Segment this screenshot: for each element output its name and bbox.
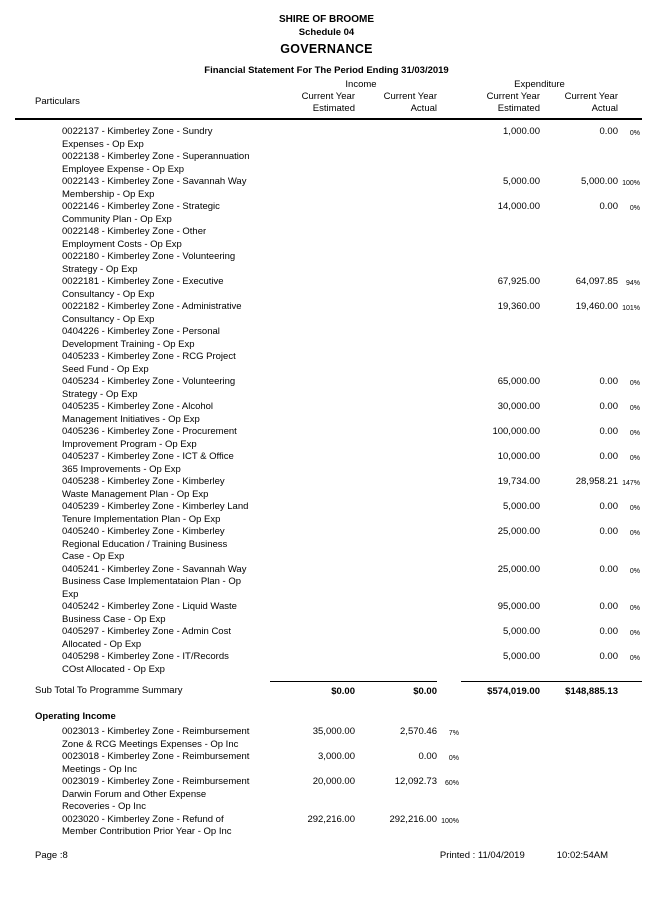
income-percent-cell bbox=[437, 151, 461, 153]
expenditure-actual-cell: 0.00 bbox=[599, 651, 618, 662]
expenditure-estimated-cell: 65,000.00 bbox=[497, 376, 540, 387]
income-actual-cell: 2,570.46 bbox=[400, 726, 437, 737]
subtotal-expenditure-rule bbox=[461, 681, 642, 699]
expenditure-percent-cell: 0% bbox=[629, 505, 640, 512]
header-line: Current Year bbox=[486, 91, 540, 102]
income-percent-cell bbox=[437, 426, 461, 428]
income-actual-cell: 0.00 bbox=[418, 751, 437, 762]
particulars-cell: 0405233 - Kimberley Zone - RCG Project Seed Fund - Op Exp bbox=[62, 351, 236, 375]
table-row bbox=[35, 301, 642, 326]
income-percent-cell: 7% bbox=[448, 730, 459, 737]
expenditure-percent-cell: 0% bbox=[629, 405, 640, 412]
income-percent-cell bbox=[437, 626, 461, 628]
income-estimated-cell: 35,000.00 bbox=[312, 726, 355, 737]
printed-time: 10:02:54AM bbox=[556, 850, 608, 861]
particulars-cell: 0405237 - Kimberley Zone - ICT & Office 365 Improvements - Op Exp bbox=[62, 451, 234, 475]
expenditure-actual-cell: 0.00 bbox=[599, 401, 618, 412]
income-estimated-cell: 292,216.00 bbox=[307, 813, 355, 825]
expenditure-percent-cell bbox=[618, 226, 642, 228]
expenditure-group-header: Expenditure bbox=[514, 79, 565, 90]
income-percent-cell: 100% bbox=[441, 817, 459, 825]
particulars-cell: 0022148 - Kimberley Zone - Other Employment Costs - Op Exp bbox=[62, 226, 207, 250]
income-percent-cell bbox=[437, 301, 461, 303]
table-row bbox=[35, 276, 642, 301]
income-percent-cell bbox=[437, 126, 461, 128]
expenditure-actual-cell: 0.00 bbox=[599, 451, 618, 462]
income-percent-cell bbox=[437, 176, 461, 178]
expenditure-percent-cell: 0% bbox=[629, 630, 640, 637]
income-actual-header bbox=[355, 91, 437, 115]
expenditure-actual-cell: 0.00 bbox=[599, 563, 618, 575]
particulars-cell: 0405234 - Kimberley Zone - Volunteering Strategy - Op Exp bbox=[62, 376, 236, 400]
particulars-cell: 0404226 - Kimberley Zone - Personal Development Training - Op Exp bbox=[62, 326, 220, 350]
particulars-cell: 0405241 - Kimberley Zone - Savannah Way Business Case Implementataion Plan - Op Exp bbox=[62, 563, 247, 600]
column-header-row bbox=[35, 91, 642, 115]
income-percent-cell bbox=[437, 476, 461, 478]
expenditure-percent-cell: 147% bbox=[622, 480, 640, 487]
expenditure-actual-cell: 0.00 bbox=[599, 601, 618, 612]
income-percent-cell bbox=[437, 226, 461, 228]
subtotal-income-estimated: $0.00 bbox=[331, 686, 355, 697]
schedule-title: Schedule 04 bbox=[298, 27, 355, 38]
expenditure-estimated-cell: 19,734.00 bbox=[497, 476, 540, 487]
expenditure-estimated-cell: 5,000.00 bbox=[503, 626, 540, 637]
expenditure-percent-cell bbox=[618, 251, 642, 253]
table-row bbox=[35, 401, 642, 426]
expenditure-percent-cell: 0% bbox=[629, 205, 640, 212]
expenditure-percent-cell: 0% bbox=[629, 655, 640, 662]
table-row bbox=[35, 651, 642, 676]
section-header: Operating Income bbox=[35, 710, 116, 722]
expenditure-estimated-cell: 14,000.00 bbox=[497, 201, 540, 212]
printed-date: Printed : 11/04/2019 bbox=[439, 850, 525, 861]
header-line: Actual bbox=[410, 103, 437, 114]
income-percent-cell bbox=[437, 526, 461, 528]
organisation-title: SHIRE OF BROOME bbox=[278, 14, 374, 25]
expenditure-percent-cell bbox=[618, 151, 642, 153]
particulars-cell: 0405236 - Kimberley Zone - Procurement Improvement Program - Op Exp bbox=[62, 426, 237, 450]
income-estimated-cell: 3,000.00 bbox=[318, 751, 355, 762]
income-percent-cell bbox=[437, 451, 461, 453]
table-row bbox=[35, 501, 642, 526]
expenditure-estimated-header bbox=[461, 91, 540, 115]
expenditure-actual-cell: 19,460.00 bbox=[575, 301, 618, 312]
table-row bbox=[35, 476, 642, 501]
header-line: Actual bbox=[591, 103, 618, 114]
document-header bbox=[0, 0, 653, 77]
income-percent-cell bbox=[437, 401, 461, 403]
table-row bbox=[35, 326, 642, 351]
printed-info bbox=[440, 850, 608, 862]
table-row bbox=[35, 251, 642, 276]
table-row bbox=[35, 376, 642, 401]
page-footer bbox=[35, 850, 608, 862]
page-number: Page :8 bbox=[35, 850, 68, 861]
income-percent-cell bbox=[437, 651, 461, 653]
expenditure-actual-cell: 0.00 bbox=[599, 126, 618, 137]
income-percent-cell bbox=[437, 376, 461, 378]
table-row bbox=[35, 564, 642, 602]
subtotal-income-rule bbox=[270, 681, 437, 699]
table-row bbox=[35, 201, 642, 226]
subtotal-income-actual: $0.00 bbox=[413, 686, 437, 697]
expenditure-percent-cell bbox=[618, 751, 642, 753]
table-row bbox=[35, 451, 642, 476]
expenditure-actual-header bbox=[540, 91, 618, 115]
particulars-cell: 0405240 - Kimberley Zone - Kimberley Regional Education / Training Business Case - Op Exp bbox=[62, 526, 228, 562]
expenditure-estimated-cell: 100,000.00 bbox=[492, 426, 540, 437]
subtotal-row bbox=[35, 681, 642, 699]
table-row bbox=[35, 151, 642, 176]
expenditure-percent-cell: 101% bbox=[622, 305, 640, 312]
expenditure-percent-cell: 0% bbox=[629, 455, 640, 462]
income-percent-cell bbox=[437, 276, 461, 278]
expenditure-percent-cell: 0% bbox=[629, 567, 640, 575]
statement-subtitle: Financial Statement For The Period Ending 31/03/2019 bbox=[204, 65, 449, 76]
expenditure-estimated-cell: 10,000.00 bbox=[497, 451, 540, 462]
expenditure-estimated-cell: 5,000.00 bbox=[503, 176, 540, 187]
income-percent-cell bbox=[437, 601, 461, 603]
expenditure-percent-cell bbox=[618, 726, 642, 728]
expenditure-actual-cell: 0.00 bbox=[599, 626, 618, 637]
expenditure-percent-cell: 0% bbox=[629, 430, 640, 437]
income-percent-cell bbox=[437, 326, 461, 328]
subtotal-label: Sub Total To Programme Summary bbox=[35, 685, 183, 696]
particulars-cell: 0023013 - Kimberley Zone - Reimbursement Zone & RCG Meetings Expenses - Op Inc bbox=[62, 726, 250, 750]
income-percent-cell: 0% bbox=[448, 755, 459, 762]
expenditure-percent-cell: 94% bbox=[625, 280, 640, 287]
expenditure-percent-cell: 0% bbox=[629, 605, 640, 612]
column-group-header-row bbox=[35, 79, 642, 91]
expenditure-estimated-cell: 19,360.00 bbox=[497, 301, 540, 312]
expenditure-actual-cell: 0.00 bbox=[599, 201, 618, 212]
group-spacer bbox=[437, 79, 461, 91]
expenditure-estimated-cell: 1,000.00 bbox=[503, 126, 540, 137]
particulars-cell: 0022181 - Kimberley Zone - Executive Consultancy - Op Exp bbox=[62, 276, 224, 300]
expenditure-estimated-cell: 5,000.00 bbox=[503, 651, 540, 662]
expenditure-actual-cell: 0.00 bbox=[599, 426, 618, 437]
expenditure-actual-cell: 5,000.00 bbox=[581, 176, 618, 187]
programme-title: GOVERNANCE bbox=[280, 42, 373, 56]
income-estimated-cell: 20,000.00 bbox=[312, 776, 355, 787]
expenditure-percent-cell: 0% bbox=[629, 530, 640, 537]
expenditure-estimated-cell: 25,000.00 bbox=[497, 526, 540, 537]
particulars-cell: 0022137 - Kimberley Zone - Sundry Expenses - Op Exp bbox=[62, 126, 213, 150]
particulars-cell: 0022182 - Kimberley Zone - Administrative Consultancy - Op Exp bbox=[62, 301, 242, 325]
header-line: Current Year bbox=[301, 91, 355, 102]
particulars-cell: 0022143 - Kimberley Zone - Savannah Way Membership - Op Exp bbox=[62, 176, 247, 200]
particulars-cell: 0405298 - Kimberley Zone - IT/Records COst Allocated - Op Exp bbox=[62, 651, 229, 675]
expenditure-percent-cell bbox=[618, 326, 642, 328]
expenditure-percent-cell: 0% bbox=[629, 380, 640, 387]
table-row bbox=[35, 226, 642, 251]
subtotal-expenditure-actual: $148,885.13 bbox=[565, 686, 618, 697]
table-row bbox=[35, 726, 642, 751]
income-estimated-header bbox=[285, 91, 355, 115]
table-row bbox=[35, 126, 642, 151]
table-row bbox=[35, 176, 642, 201]
expenditure-estimated-cell: 25,000.00 bbox=[497, 563, 540, 575]
table-row bbox=[35, 814, 642, 839]
expenditure-percent-cell bbox=[618, 776, 642, 778]
income-actual-cell: 292,216.00 bbox=[389, 813, 437, 825]
table-row bbox=[35, 351, 642, 376]
financial-table bbox=[35, 79, 642, 839]
expenditure-estimated-cell: 5,000.00 bbox=[503, 501, 540, 512]
expenditure-estimated-cell: 67,925.00 bbox=[497, 276, 540, 287]
table-row bbox=[35, 626, 642, 651]
expenditure-percent-cell bbox=[618, 814, 642, 816]
particulars-cell: 0022138 - Kimberley Zone - Superannuation Employee Expense - Op Exp bbox=[62, 151, 250, 175]
income-percent-cell: 60% bbox=[444, 780, 459, 787]
table-row bbox=[35, 526, 642, 564]
income-percent-cell bbox=[437, 251, 461, 253]
header-line: Current Year bbox=[564, 91, 618, 102]
table-row bbox=[35, 426, 642, 451]
particulars-header: Particulars bbox=[35, 96, 80, 107]
expenditure-percent-cell bbox=[618, 351, 642, 353]
table-rows bbox=[35, 120, 642, 839]
income-percent-cell bbox=[437, 201, 461, 203]
percent-column-spacer bbox=[618, 686, 642, 699]
table-row bbox=[35, 601, 642, 626]
expenditure-actual-cell: 28,958.21 bbox=[575, 476, 618, 487]
particulars-cell: 0023019 - Kimberley Zone - Reimbursement Darwin Forum and Other Expense Recoveries - Op Inc bbox=[62, 776, 250, 812]
expenditure-estimated-cell: 30,000.00 bbox=[497, 401, 540, 412]
expenditure-actual-cell: 0.00 bbox=[599, 376, 618, 387]
table-row bbox=[35, 751, 642, 776]
particulars-cell: 0023018 - Kimberley Zone - Reimbursement Meetings - Op Inc bbox=[62, 751, 250, 775]
particulars-cell: 0023020 - Kimberley Zone - Refund of Member Contribution Prior Year - Op Inc bbox=[62, 813, 232, 837]
header-line: Estimated bbox=[497, 103, 540, 114]
income-actual-cell: 12,092.73 bbox=[394, 776, 437, 787]
income-percent-cell bbox=[437, 501, 461, 503]
table-row bbox=[35, 776, 642, 814]
particulars-cell: 0022146 - Kimberley Zone - Strategic Community Plan - Op Exp bbox=[62, 201, 220, 225]
expenditure-estimated-cell: 95,000.00 bbox=[497, 601, 540, 612]
income-group-header: Income bbox=[345, 79, 377, 90]
header-line: Current Year bbox=[383, 91, 437, 102]
expenditure-actual-cell: 0.00 bbox=[599, 526, 618, 537]
expenditure-actual-cell: 0.00 bbox=[599, 501, 618, 512]
income-percent-cell bbox=[437, 351, 461, 353]
particulars-cell: 0022180 - Kimberley Zone - Volunteering Strategy - Op Exp bbox=[62, 251, 236, 275]
expenditure-actual-cell: 64,097.85 bbox=[575, 276, 618, 287]
subtotal-expenditure-estimated: $574,019.00 bbox=[487, 686, 540, 697]
particulars-cell: 0405297 - Kimberley Zone - Admin Cost Allocated - Op Exp bbox=[62, 626, 231, 650]
particulars-cell: 0405239 - Kimberley Zone - Kimberley Land Tenure Implementation Plan - Op Exp bbox=[62, 501, 249, 525]
group-spacer bbox=[35, 79, 285, 91]
expenditure-percent-cell: 100% bbox=[622, 180, 640, 187]
particulars-cell: 0405235 - Kimberley Zone - Alcohol Management Initiatives - Op Exp bbox=[62, 401, 214, 425]
particulars-cell: 0405242 - Kimberley Zone - Liquid Waste Business Case - Op Exp bbox=[62, 601, 237, 625]
particulars-cell: 0405238 - Kimberley Zone - Kimberley Waste Management Plan - Op Exp bbox=[62, 476, 225, 500]
expenditure-percent-cell: 0% bbox=[629, 130, 640, 137]
header-line: Estimated bbox=[312, 103, 355, 114]
income-percent-cell bbox=[437, 564, 461, 566]
